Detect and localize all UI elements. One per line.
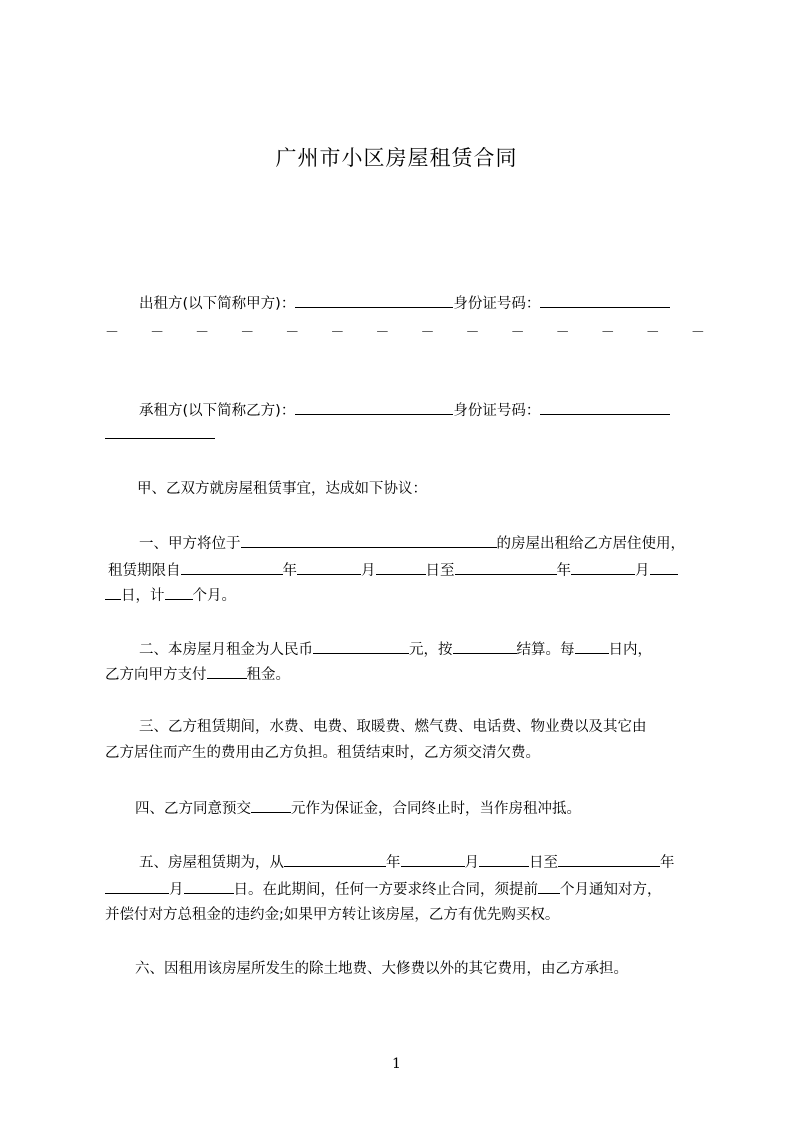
- dash: －: [645, 325, 660, 341]
- clause2-text-b: 元，按: [409, 642, 453, 658]
- pay-days-blank[interactable]: [575, 638, 609, 654]
- clause1-text-e: 个月。: [192, 588, 236, 604]
- page-number: 1: [392, 1056, 401, 1072]
- lessee-name-blank[interactable]: [295, 399, 453, 415]
- day-to-label: 日至: [425, 563, 455, 579]
- year-label: 年: [386, 855, 401, 871]
- clause3-line2: [105, 743, 705, 763]
- clause2-text-e: 乙方向甲方支付: [105, 667, 207, 683]
- year-label: 年: [556, 563, 571, 579]
- period-start-year-blank[interactable]: [284, 851, 386, 867]
- dash: －: [150, 325, 165, 341]
- period-end-year-blank[interactable]: [558, 851, 660, 867]
- clause5-line1: [105, 851, 705, 873]
- year-label: 年: [660, 855, 675, 871]
- period-end-day-blank[interactable]: [184, 878, 234, 894]
- clause1-line1: [105, 532, 705, 554]
- lessee-id-blank[interactable]: [540, 399, 670, 415]
- clause6-text: 六、因租用该房屋所发生的除土地费、大修费以外的其它费用，由乙方承担。: [135, 961, 628, 977]
- clause5-line3: [105, 905, 705, 925]
- start-day-blank[interactable]: [376, 559, 426, 575]
- lessee-id-blank-2[interactable]: [105, 423, 215, 439]
- clause1-line2: [105, 559, 705, 581]
- dash: －: [465, 325, 480, 341]
- lessor-label: 出租方(以下简称甲方)：: [139, 296, 296, 312]
- end-year-blank[interactable]: [455, 559, 557, 575]
- clause5-text-c: 个月通知对方，: [560, 882, 662, 898]
- dash: －: [600, 325, 615, 341]
- lessor-name-blank[interactable]: [295, 292, 453, 308]
- settlement-blank[interactable]: [453, 638, 517, 654]
- period-start-month-blank[interactable]: [401, 851, 465, 867]
- lessee-id-continuation: [105, 423, 705, 445]
- clause3-text-1: 三、乙方租赁期间，水费、电费、取暖费、燃气费、电话费、物业费以及其它由: [139, 719, 647, 735]
- dash: －: [105, 325, 119, 341]
- year-label: 年: [282, 563, 297, 579]
- rent-amount-blank[interactable]: [313, 638, 409, 654]
- day-to-label: 日至: [529, 855, 558, 871]
- start-month-blank[interactable]: [297, 559, 361, 575]
- lessor-id-blank[interactable]: [540, 292, 670, 308]
- notice-months-blank[interactable]: [538, 878, 560, 894]
- rent-period-blank[interactable]: [207, 663, 247, 679]
- end-day-blank[interactable]: [650, 559, 678, 575]
- clause2-line2: [105, 663, 705, 685]
- clause4-text-b: 元作为保证金，合同终止时，当作房租冲抵。: [291, 801, 581, 817]
- clause4-text-a: 四、乙方同意预交: [135, 801, 251, 817]
- clause3-text-2: 乙方居住而产生的费用由乙方负担。租赁结束时，乙方须交清欠费。: [105, 745, 540, 761]
- month-label: 月: [635, 563, 650, 579]
- start-year-blank[interactable]: [181, 559, 283, 575]
- end-day-blank-cont[interactable]: [105, 584, 121, 600]
- clause6-line: [105, 959, 705, 979]
- lessor-line: [105, 292, 705, 314]
- dash: －: [690, 325, 705, 341]
- lessor-id-label: 身份证号码：: [453, 296, 541, 312]
- month-label: 月: [464, 855, 479, 871]
- document-title: 广州市小区房屋租赁合同: [275, 146, 518, 170]
- deposit-blank[interactable]: [251, 797, 291, 813]
- lessee-line: [105, 399, 705, 421]
- intro-text: 甲、乙双方就房屋租赁事宜，达成如下协议：: [137, 481, 427, 497]
- clause5-text-b: 日。在此期间，任何一方要求终止合同，须提前: [233, 882, 538, 898]
- clause5-text-d: 并偿付对方总租金的违约金;如果甲方转让该房屋，乙方有优先购买权。: [105, 907, 560, 923]
- clause2-line1: [105, 638, 705, 660]
- clause5-line2: [105, 878, 705, 900]
- lessee-id-label: 身份证号码：: [453, 403, 541, 419]
- dash: －: [420, 325, 435, 341]
- clause2-text-f: 租金。: [246, 667, 290, 683]
- dash: －: [240, 325, 255, 341]
- month-label: 月: [169, 882, 184, 898]
- clause3-line1: [105, 717, 705, 737]
- dash: －: [330, 325, 345, 341]
- dash: －: [285, 325, 300, 341]
- clause2-text-d: 日内，: [608, 642, 652, 658]
- lessee-label: 承租方(以下简称乙方)：: [139, 403, 296, 419]
- period-end-month-blank[interactable]: [105, 878, 169, 894]
- dash: －: [375, 325, 390, 341]
- dash-row: [105, 322, 705, 342]
- clause2-text-a: 二、本房屋月租金为人民币: [139, 642, 313, 658]
- property-address-blank[interactable]: [241, 532, 497, 548]
- clause2-text-c: 结算。每: [516, 642, 575, 658]
- months-blank[interactable]: [165, 584, 193, 600]
- clause1-text-d: 日，计: [121, 588, 165, 604]
- clause1-text-b: 的房屋出租给乙方居住使用，: [496, 536, 685, 552]
- clause1-text-a: 一、甲方将位于: [139, 536, 241, 552]
- dash: －: [510, 325, 525, 341]
- clause4-line: [105, 797, 705, 819]
- end-month-blank[interactable]: [571, 559, 635, 575]
- period-start-day-blank[interactable]: [479, 851, 529, 867]
- dash: －: [555, 325, 570, 341]
- month-label: 月: [361, 563, 376, 579]
- clause5-text-a: 五、房屋租赁期为，从: [139, 855, 284, 871]
- clause1-text-c: 租赁期限自: [108, 563, 181, 579]
- intro-line: [105, 479, 705, 499]
- clause1-line3: [105, 584, 705, 606]
- dash: －: [195, 325, 210, 341]
